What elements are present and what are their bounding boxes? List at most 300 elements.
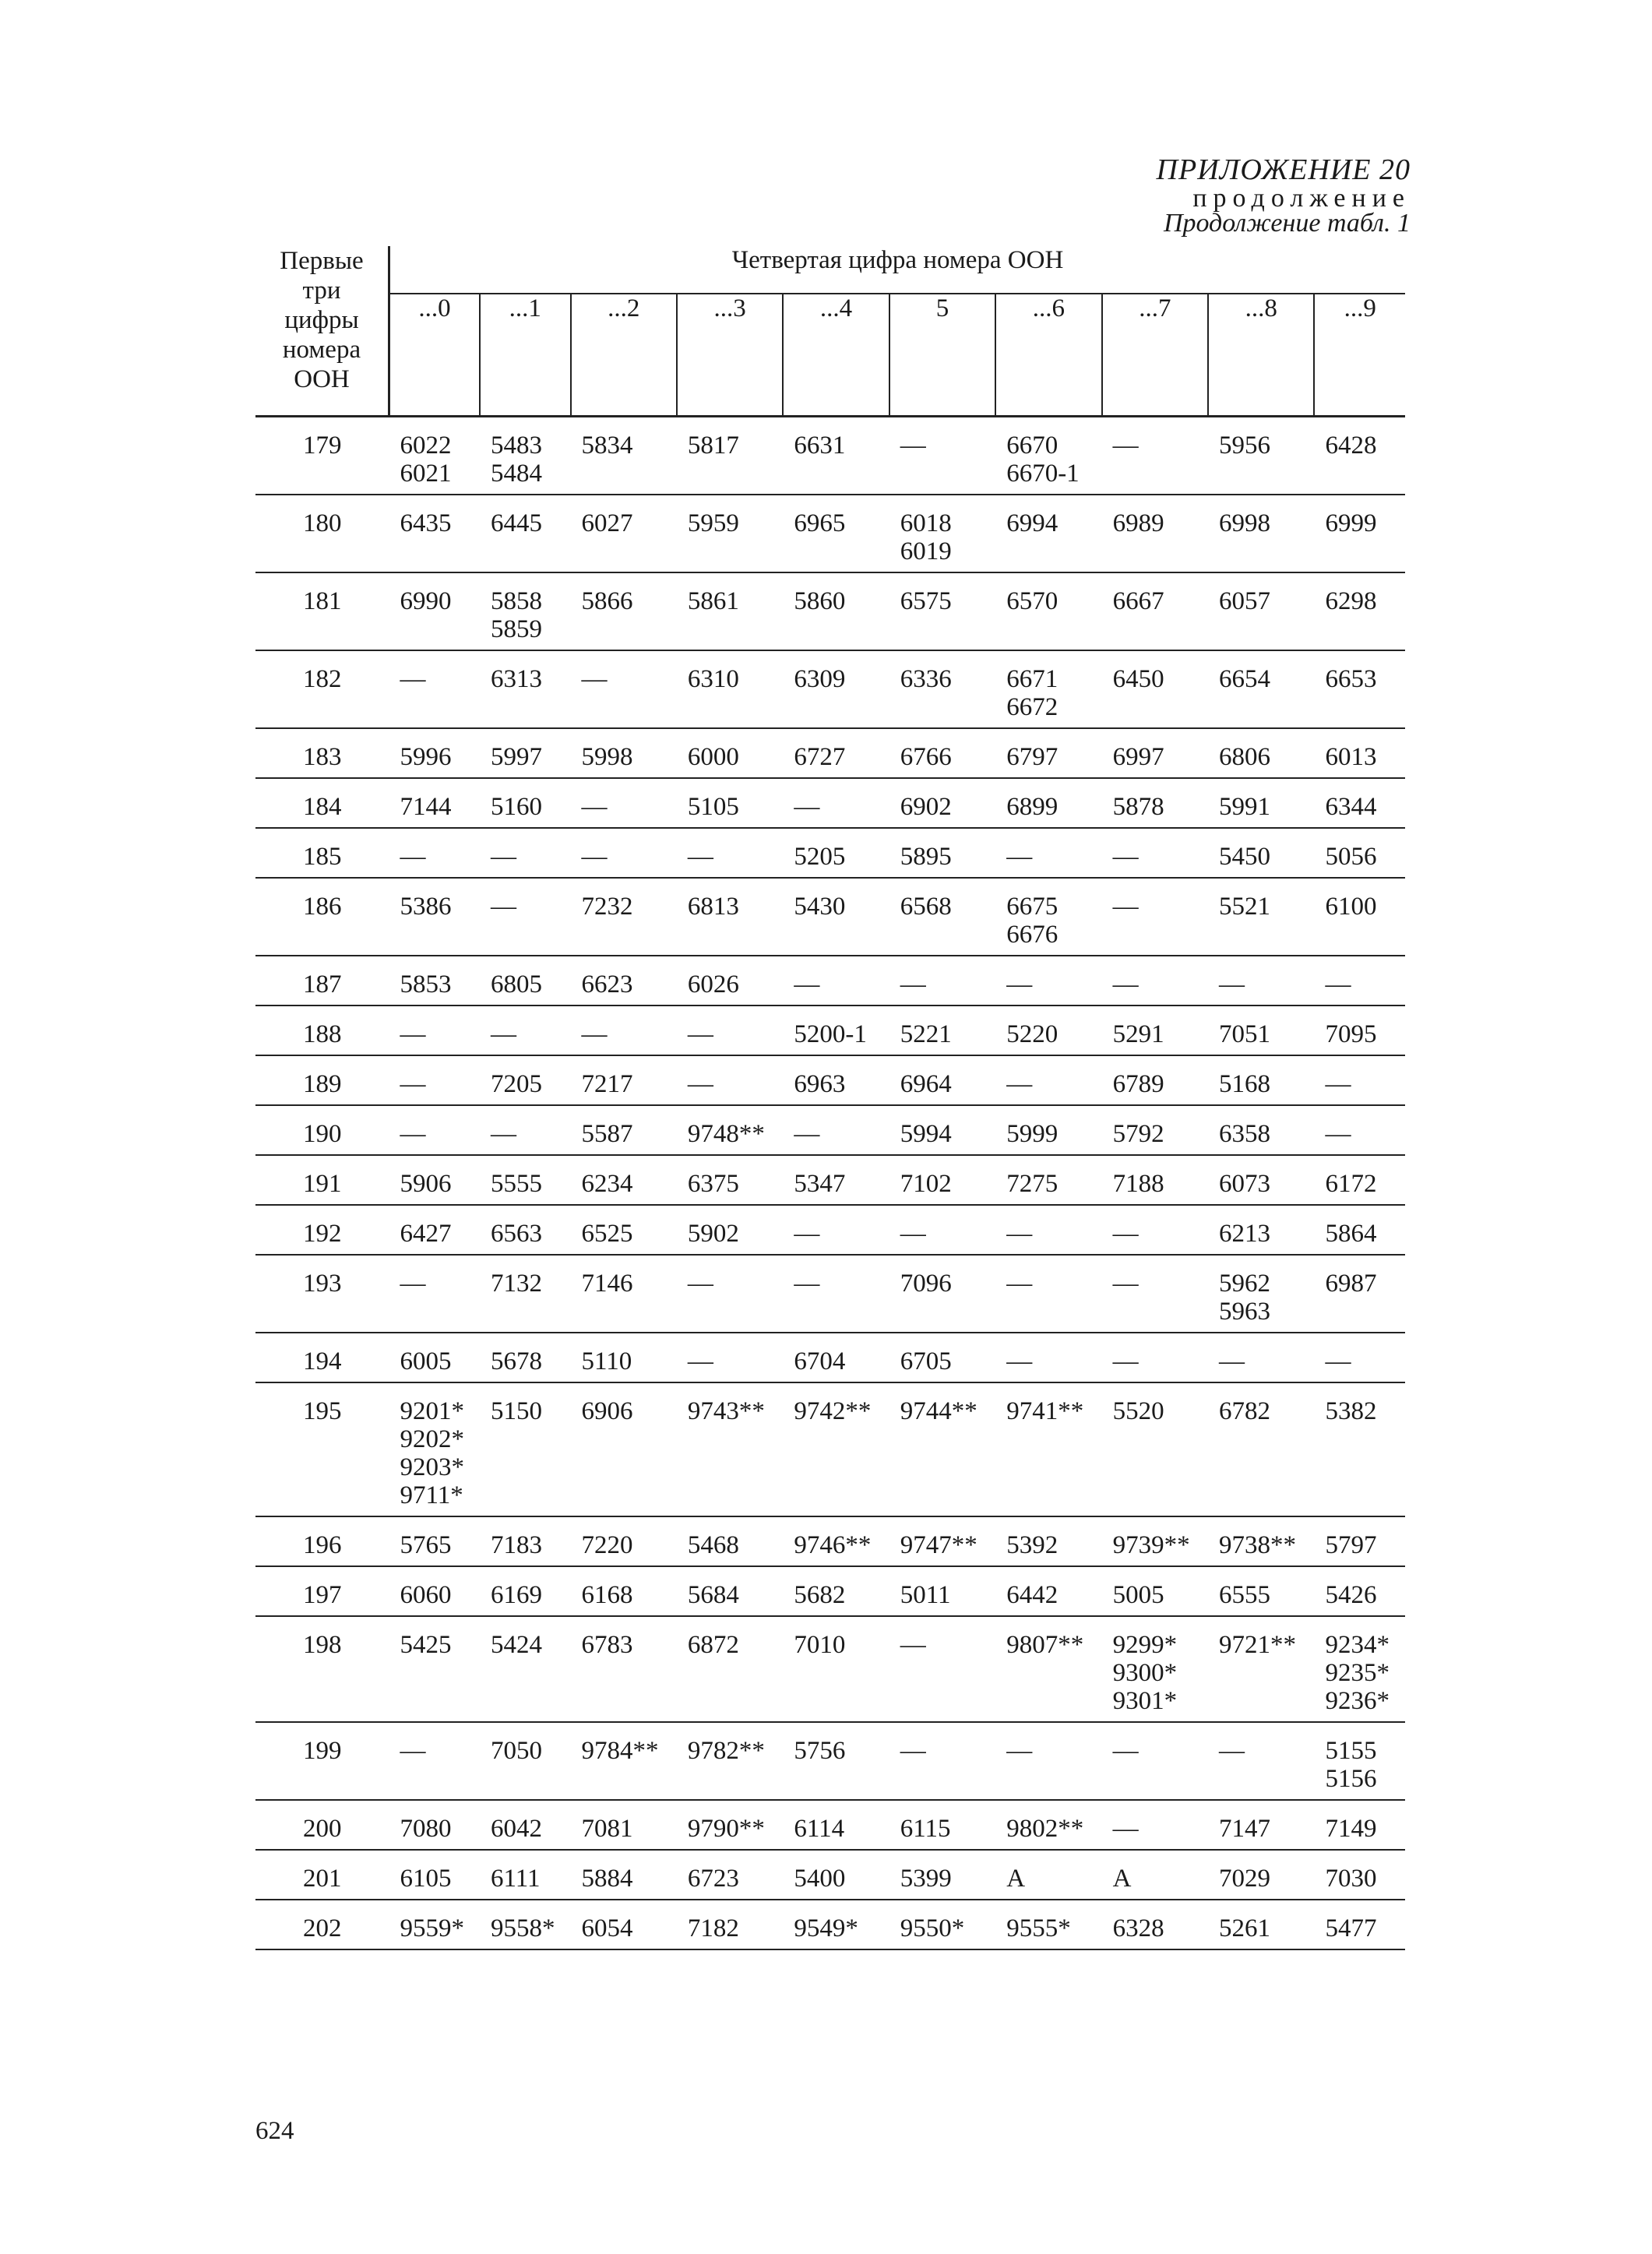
cell-value: 6018 [900,509,952,537]
table-cell [677,878,783,956]
table-cell [889,1155,995,1205]
table-cell [571,956,677,1005]
table-cell [889,956,995,1005]
cell-value: 5555 [491,1170,542,1198]
cell-value: 6309 [794,665,846,693]
cell-value: 6298 [1325,587,1377,615]
cell-value: 5220 [1006,1020,1058,1048]
table-cell [1208,1516,1314,1566]
cell-value: 5997 [491,743,542,771]
row-prefix: 187 [255,956,389,1005]
cell-value: 5765 [400,1531,452,1559]
row-prefix: 191 [255,1155,389,1205]
table-cell [1102,828,1208,878]
table-cell [480,572,571,650]
table-cell [389,1516,481,1566]
table-cell [995,1850,1101,1900]
row-prefix: 189 [255,1055,389,1105]
table-cell [889,878,995,956]
cell-value: 5902 [687,1220,739,1248]
cell-value: 5424 [491,1631,542,1659]
cell-value: 6653 [1325,665,1377,693]
cell-value: 6723 [687,1865,739,1893]
table-cell [677,1155,783,1205]
cell-value: 6575 [900,587,952,615]
table-cell [480,1333,571,1382]
cell-value: 5991 [1219,793,1271,821]
cell-value: 6623 [581,970,633,998]
table-cell [1102,572,1208,650]
cell-value: 9555* [1006,1914,1071,1942]
table-cell [1102,1255,1208,1333]
cell-value: 5906 [400,1170,452,1198]
table-cell [995,778,1101,828]
cell-value: 6169 [491,1581,542,1609]
cell-value: 9784** [581,1737,659,1765]
table-cell [1208,572,1314,650]
table-cell [1208,1850,1314,1900]
table-row [255,1255,1405,1333]
table-cell [783,878,889,956]
table-cell [783,1566,889,1616]
cell-value: — [794,970,820,998]
table-cell [783,495,889,572]
digit-header: ...6 [995,294,1101,417]
cell-value: 6568 [900,893,952,921]
table-cell [389,1055,481,1105]
cell-value: 6555 [1219,1581,1271,1609]
table-cell [1314,956,1405,1005]
table-cell [995,1516,1101,1566]
cell-value: 6375 [687,1170,739,1198]
table-cell [1208,1566,1314,1616]
table-cell [1314,1722,1405,1800]
table-cell [1208,828,1314,878]
table-cell [889,1105,995,1155]
table-cell [389,417,481,495]
table-row [255,1850,1405,1900]
table-cell [1314,1566,1405,1616]
row-prefix: 192 [255,1205,389,1255]
table-row [255,1722,1405,1800]
cell-value: 5155 [1325,1737,1377,1765]
cell-value: 7217 [581,1070,633,1098]
table-cell [571,1333,677,1382]
table-cell [1314,1255,1405,1333]
table-cell [571,878,677,956]
cell-value: 6105 [400,1865,452,1893]
row-prefix: 188 [255,1005,389,1055]
row-prefix: 197 [255,1566,389,1616]
cell-value: 6019 [900,537,952,565]
table-cell [1208,1800,1314,1850]
table-cell [571,1616,677,1722]
table-cell [571,778,677,828]
cell-value: 6667 [1112,587,1164,615]
cell-value: 6704 [794,1347,846,1375]
table-cell [1314,1155,1405,1205]
table-cell [677,1566,783,1616]
row-prefix: 182 [255,650,389,728]
table-body [255,417,1405,1950]
cell-value: 9807** [1006,1631,1084,1659]
table-cell [1314,1005,1405,1055]
row-prefix: 199 [255,1722,389,1800]
cell-value: 6328 [1112,1914,1164,1942]
table-cell [1102,1105,1208,1155]
cell-value: 6999 [1325,509,1377,537]
digit-header: ...9 [1314,294,1405,417]
cell-value: — [491,893,516,921]
table-cell [1208,1255,1314,1333]
cell-value: 5682 [794,1581,846,1609]
table-cell [1102,1800,1208,1850]
cell-value: — [1112,431,1139,460]
table-cell [1314,1382,1405,1516]
table-cell [783,1900,889,1949]
first-col-header [255,246,389,417]
table-cell [889,828,995,878]
table-row [255,956,1405,1005]
table-cell [1208,1616,1314,1722]
cell-value: 6344 [1325,793,1377,821]
table-row [255,650,1405,728]
cell-value: 9201* [400,1397,464,1425]
table-row [255,1005,1405,1055]
cell-value: 9301* [1112,1687,1178,1715]
cell-value: — [1112,1815,1139,1843]
cell-value: 7095 [1325,1020,1377,1048]
un-number-table [255,246,1405,1950]
cell-value: 5792 [1112,1120,1164,1148]
cell-value: — [900,431,926,460]
table-cell [1314,828,1405,878]
table-cell [1102,1155,1208,1205]
digit-header: ...0 [389,294,481,417]
cell-value: 7080 [400,1815,452,1843]
cell-value: 6435 [400,509,452,537]
table-cell [571,1155,677,1205]
table-cell [571,1005,677,1055]
cell-value: 5347 [794,1170,846,1198]
cell-value: 5817 [687,431,739,460]
table-cell [783,956,889,1005]
cell-value: 7188 [1112,1170,1164,1198]
cell-value: 6213 [1219,1220,1271,1248]
cell-value: 5859 [491,615,542,643]
cell-value: 9559* [400,1914,464,1942]
cell-value: — [794,793,820,821]
table-cell [1314,1850,1405,1900]
cell-value: — [400,843,426,871]
cell-value: 5400 [794,1865,846,1893]
table-cell [1102,1516,1208,1566]
cell-value: — [581,665,608,693]
table-cell [783,1850,889,1900]
table-row [255,728,1405,778]
table-cell [783,1055,889,1105]
cell-value: 6782 [1219,1397,1271,1425]
table-cell [389,572,481,650]
table-cell [1102,1616,1208,1722]
cell-value: 6963 [794,1070,846,1098]
cell-value: 7220 [581,1531,633,1559]
cell-value: — [687,1070,713,1098]
table-cell [783,1616,889,1722]
cell-value: 6899 [1006,793,1058,821]
table-cell [677,1800,783,1850]
table-row [255,878,1405,956]
cell-value: 7029 [1219,1865,1271,1893]
table-cell [889,1516,995,1566]
cell-value: — [400,665,426,693]
table-cell [889,1900,995,1949]
table-cell [389,1382,481,1516]
cell-value: 6805 [491,970,542,998]
cell-value: 6111 [491,1865,541,1893]
cell-value: 9550* [900,1914,965,1942]
cell-value: 7132 [491,1270,542,1298]
cell-value: — [1112,1220,1139,1248]
table-cell [889,1616,995,1722]
cell-value: 5878 [1112,793,1164,821]
table-row [255,1382,1405,1516]
cell-value: — [900,1220,926,1248]
table-cell [783,828,889,878]
table-cell [480,828,571,878]
table-cell [389,956,481,1005]
row-prefix: 183 [255,728,389,778]
cell-value: 6060 [400,1581,452,1609]
table-cell [389,1566,481,1616]
table-cell [995,1722,1101,1800]
cell-value: — [1112,893,1139,921]
table-cell [1102,417,1208,495]
table-cell [677,650,783,728]
cell-value: 9738** [1219,1531,1297,1559]
table-cell [1102,956,1208,1005]
table-cell [783,1722,889,1800]
row-prefix: 198 [255,1616,389,1722]
cell-value: 6998 [1219,509,1271,537]
table-cell [783,417,889,495]
cell-value: 5468 [687,1531,739,1559]
cell-value: 6563 [491,1220,542,1248]
cell-value: 6789 [1112,1070,1164,1098]
table-cell [1208,495,1314,572]
table-cell [889,572,995,650]
cell-value: — [687,1347,713,1375]
cell-value: — [400,1270,426,1298]
table-cell [1102,650,1208,728]
cell-value: 9300* [1112,1659,1178,1687]
cell-value: — [1325,1347,1351,1375]
cell-value: — [400,1020,426,1048]
table-cell [480,1800,571,1850]
table-cell [677,1205,783,1255]
table-row [255,495,1405,572]
table-cell [783,1205,889,1255]
cell-value: 5261 [1219,1914,1271,1942]
row-prefix: 193 [255,1255,389,1333]
table-cell [1314,572,1405,650]
cell-value: — [1219,1347,1245,1375]
cell-value: 6675 [1006,893,1058,921]
cell-value: 5483 [491,431,542,460]
table-cell [889,650,995,728]
table-cell [571,1255,677,1333]
table-cell [571,1900,677,1949]
table-cell [889,1566,995,1616]
row-prefix: 194 [255,1333,389,1382]
table-cell [389,778,481,828]
table-row [255,1800,1405,1850]
table-cell [677,728,783,778]
cell-value: 9558* [491,1914,555,1942]
table-cell [389,650,481,728]
cell-value: 5386 [400,893,452,921]
cell-value: 7096 [900,1270,952,1298]
table-cell [995,828,1101,878]
cell-value: 9739** [1112,1531,1190,1559]
cell-value: — [794,1220,820,1248]
cell-value: 7149 [1325,1815,1377,1843]
cell-value: 6027 [581,509,633,537]
cell-value: 5484 [491,460,542,488]
table-cell [677,1850,783,1900]
cell-value: 5005 [1112,1581,1164,1609]
cell-value: 5834 [581,431,633,460]
cell-value: 5861 [687,587,739,615]
cell-value: 7144 [400,793,452,821]
cell-value: 7183 [491,1531,542,1559]
table-cell [571,1722,677,1800]
cell-value: 5998 [581,743,633,771]
row-prefix: 196 [255,1516,389,1566]
cell-value: — [581,793,608,821]
table-row [255,1055,1405,1105]
table-cell [995,1800,1101,1850]
cell-value: — [1112,1737,1139,1765]
cell-value: 6168 [581,1581,633,1609]
cell-value: — [794,1120,820,1148]
cell-value: 5156 [1325,1765,1377,1793]
first-col-header-line: ООН [294,365,350,393]
cell-value: 6670-1 [1006,460,1080,488]
cell-value: 7050 [491,1737,542,1765]
table-cell [677,1382,783,1516]
table-row [255,1516,1405,1566]
table-cell [677,417,783,495]
table-cell [1102,495,1208,572]
table-cell [480,1382,571,1516]
table-cell [1208,1333,1314,1382]
table-cell [995,1055,1101,1105]
table-cell [1102,1900,1208,1949]
table-cell [677,956,783,1005]
table-cell [1314,1800,1405,1850]
cell-value: — [1006,1270,1033,1298]
cell-value: — [900,970,926,998]
cell-value: 6987 [1325,1270,1377,1298]
digit-header: ...1 [480,294,571,417]
cell-value: 6427 [400,1220,452,1248]
cell-value: 5477 [1325,1914,1377,1942]
cell-value: — [1112,970,1139,998]
cell-value: 5056 [1325,843,1377,871]
cell-value: 5963 [1219,1298,1271,1326]
table-cell [1314,650,1405,728]
cell-value: 5011 [900,1581,951,1609]
table-row [255,1155,1405,1205]
table-cell [1102,1205,1208,1255]
cell-value: 5956 [1219,431,1271,460]
cell-value: — [1006,1347,1033,1375]
cell-value: 6042 [491,1815,542,1843]
cell-value: A [1112,1865,1132,1893]
table-cell [783,728,889,778]
cell-value: 9711* [400,1481,463,1509]
first-col-header-line: три [302,276,341,305]
table-cell [677,1055,783,1105]
table-cell [389,1105,481,1155]
table-cell [480,650,571,728]
table-cell [1208,417,1314,495]
table-cell [889,495,995,572]
digit-header: 5 [889,294,995,417]
cell-value: 6990 [400,587,452,615]
table-cell [480,1005,571,1055]
cell-value: 5864 [1325,1220,1377,1248]
table-cell [571,828,677,878]
table-cell [389,1255,481,1333]
cell-value: 9234* [1325,1631,1390,1659]
cell-value: 9748** [687,1120,765,1148]
cell-value: 6115 [900,1815,951,1843]
cell-value: — [1006,1737,1033,1765]
cell-value: — [687,1270,713,1298]
table-cell [1314,878,1405,956]
table-row [255,1333,1405,1382]
table-cell [677,1333,783,1382]
cell-value: 6005 [400,1347,452,1375]
cell-value: 7275 [1006,1170,1058,1198]
cell-value: 6670 [1006,431,1058,460]
table-cell [571,1205,677,1255]
table-cell [995,1205,1101,1255]
cell-value: — [794,1270,820,1298]
table-cell [389,878,481,956]
table-cell [889,728,995,778]
table-cell [677,1722,783,1800]
table-cell [889,778,995,828]
table-cell [995,1900,1101,1949]
cell-value: 6000 [687,743,739,771]
table-cell [995,1255,1101,1333]
cell-value: 5160 [491,793,542,821]
table-row [255,572,1405,650]
table-cell [783,1382,889,1516]
table-cell [1314,495,1405,572]
cell-value: — [400,1120,426,1148]
cell-value: 6022 [400,431,452,460]
table-cell [783,650,889,728]
cell-value: 6450 [1112,665,1164,693]
table-cell [1314,1205,1405,1255]
table-cell [480,1105,571,1155]
table-cell [571,728,677,778]
table-row [255,417,1405,495]
